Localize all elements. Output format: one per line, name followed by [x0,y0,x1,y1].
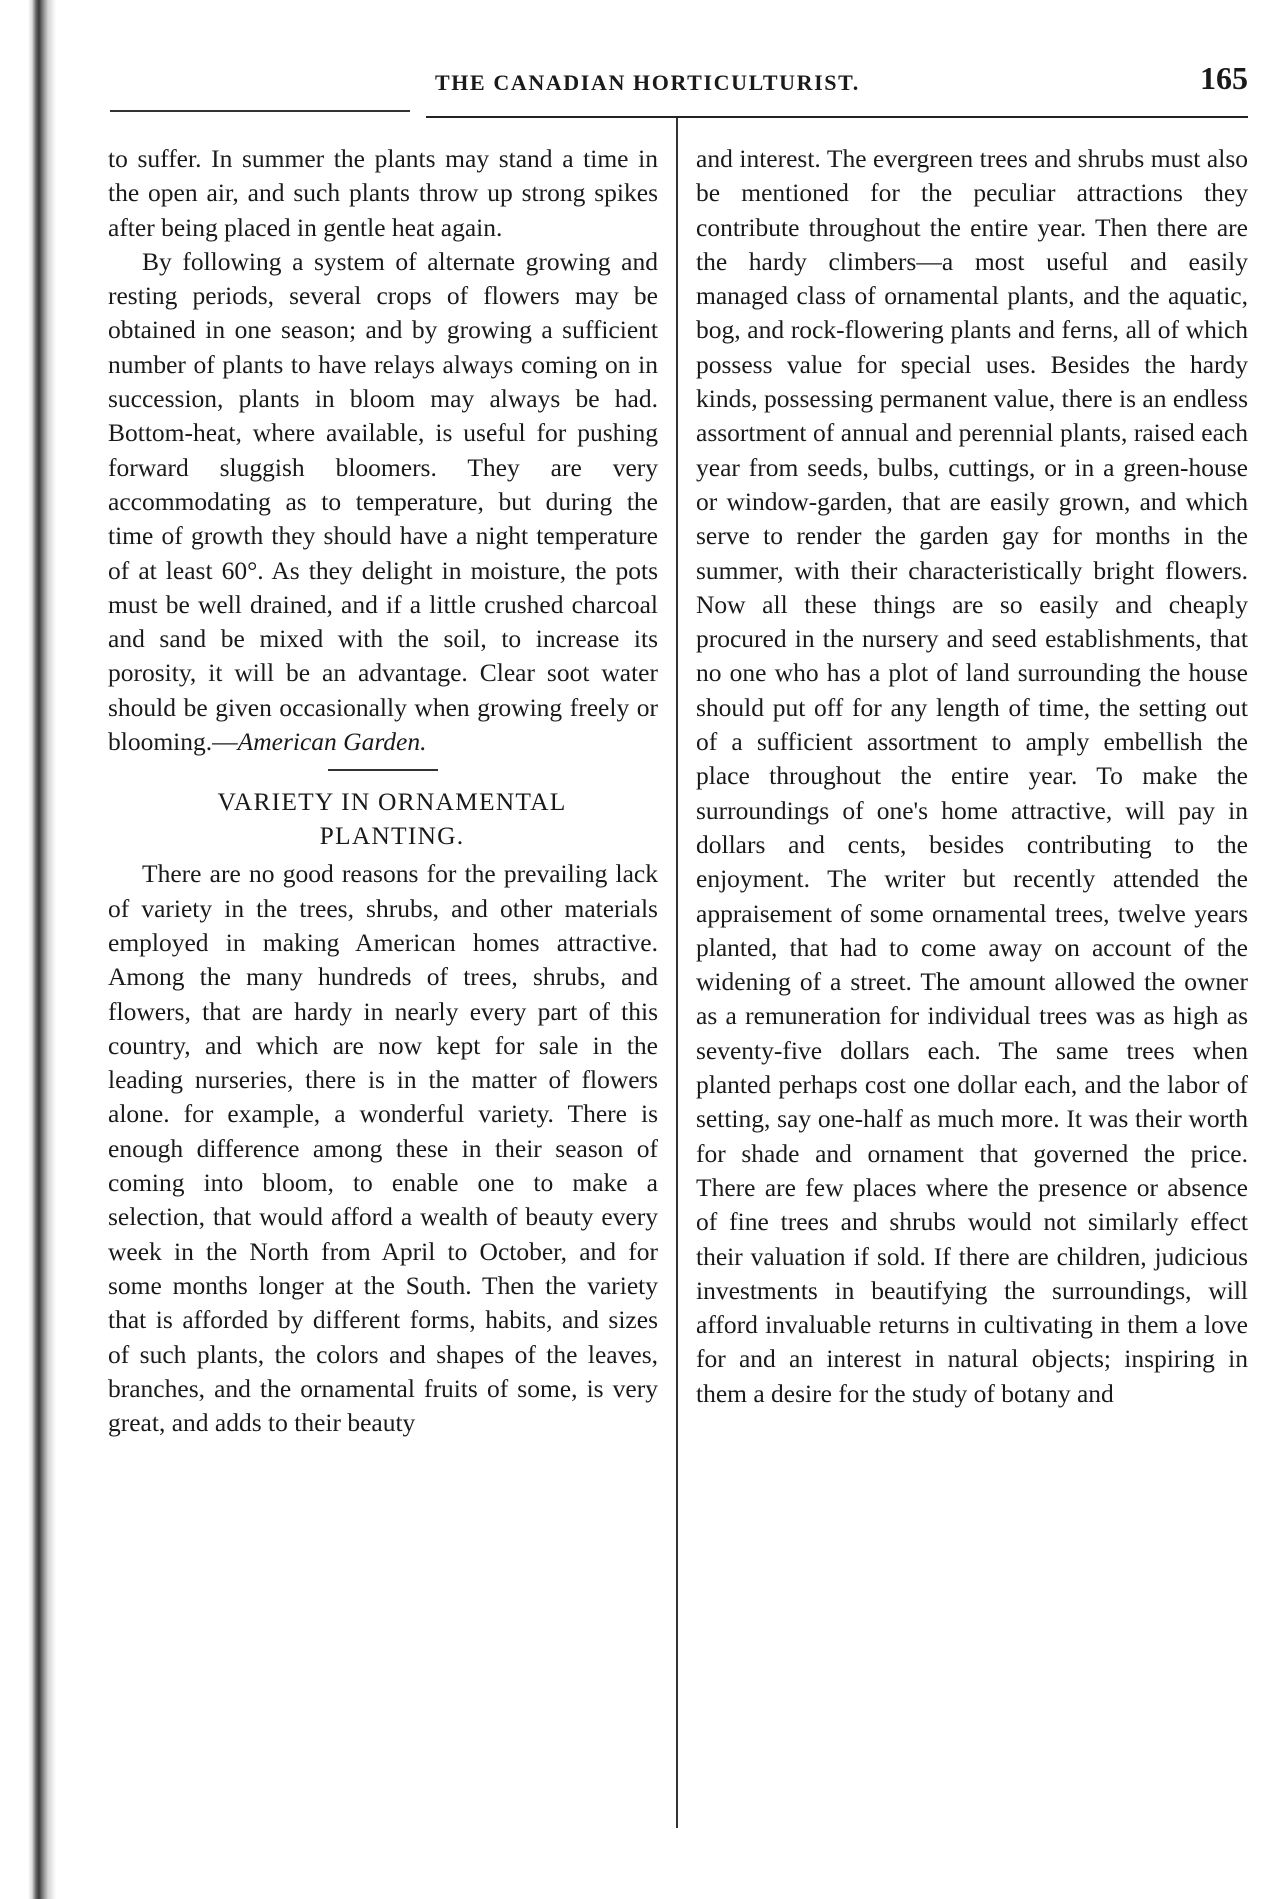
left-paragraph-2-text: By following a system of alternate growing and resting periods, several crops of flowers may be obtained in one season; and by growing a sufficient number of plants to have relays always coming on in succession, plants in bloom may always be had. Bottom-heat, where available, is useful for pushing forward sluggish bloomers. They are very accommodating as to temperature, but during the time of growth they should have a night temperature of at least 60°. As they delight in moisture, the pots must be well drained, and if a little crushed charcoal and sand be mixed with the soil, to increase its porosity, it will be an advantage. Clear soot water should be given occasionally when growing freely or blooming.— [108,246,658,757]
left-paragraph-3: There are no good reasons for the prevailing lack of variety in the trees, shrubs, and other materials employed in making American homes attractive. Among the many hundreds of trees, shrubs, and flowers, that are hardy in nearly every part of this country, and which are now kept for sale in the leading nurseries, there is in the matter of flowers alone. for example, a wonderful variety. There is enough difference among these in their season of coming into bloom, to enable one to make a selection, that would afford a wealth of beauty every week in the North from April to October, and for some months longer at the South. Then the variety that is afforded by different forms, habits, and sizes of such plants, the colors and shapes of the leaves, branches, and the ornamental fruits of some, is very great, and adds to their beauty [108,859,658,1438]
page-number: 165 [1200,60,1248,96]
section-heading [108,785,658,853]
right-column [696,142,1248,1411]
section-heading-line-1: VARIETY IN ORNAMENTAL [217,787,567,817]
section-heading-line-2: PLANTING. [319,821,465,851]
page-header [100,58,1248,102]
header-rule-left [110,110,410,112]
section-separator-rule [328,769,438,771]
source-attribution: American Garden. [237,727,427,757]
header-rule-right [426,116,1248,118]
left-paragraph-2 [108,245,658,759]
running-head: THE CANADIAN HORTICULTURIST. [435,70,860,95]
left-column [108,142,658,1440]
page-binding-edge [0,0,58,1899]
right-paragraph-1: and interest. The evergreen trees and shrubs must also be mentioned for the peculiar attractions they contribute throughout the entire year. Then there are the hardy climbers—a most useful and easily managed class of ornamental plants, and the aquatic, bog, and rock-flowering plants and ferns, all of which possess value for special uses. Besides the hardy kinds, possessing permanent value, there is an endless assortment of annual and perennial plants, raised each year from seeds, bulbs, cuttings, or in a green-house or window-garden, that are easily grown, and which serve to render the garden gay for months in the summer, with their characteristically bright flowers. Now all these things are so easily and cheaply procured in the nursery and seed establishments, that no one who has a plot of land surrounding the house should put off for any length of time, the setting out of a sufficient assortment to amply embellish the place throughout the entire year. To make the surroundings of one's home attractive, will pay in dollars and cents, besides contributing to the enjoyment. The writer but recently attended the appraisement of some ornamental trees, twelve years planted, that had to come away on account of the widening of a street. The amount allowed the owner as a remuneration for individual trees was as high as seventy-five dollars each. The same trees when planted perhaps cost one dollar each, and the labor of setting, say one-half as much more. It was their worth for shade and ornament that governed the price. There are few places where the presence or absence of fine trees and shrubs would not similarly effect their valuation if sold. If there are children, judicious investments in beautifying the surroundings, will afford invaluable returns in cultivating in them a love for and an interest in natural objects; inspiring in them a desire for the study of botany and [696,144,1248,1408]
column-divider [676,118,678,1828]
left-paragraph-1: to suffer. In summer the plants may stand a time in the open air, and such plants throw up strong spikes after being placed in gentle heat again. [108,144,658,242]
